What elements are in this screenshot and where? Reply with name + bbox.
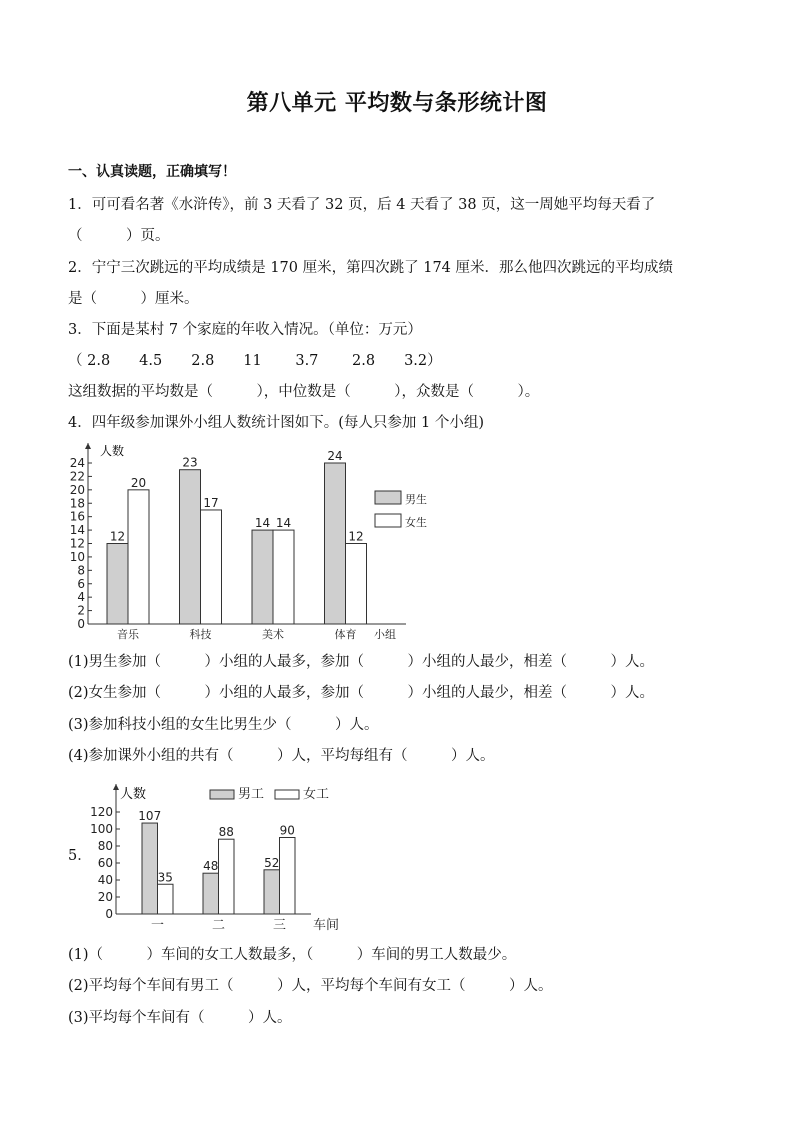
- c1-y-tick-label: 12: [69, 536, 85, 551]
- c2-bar-male: [203, 873, 219, 914]
- c2-category-label: 一: [150, 918, 165, 933]
- c2-value-label: 90: [279, 823, 295, 838]
- c2-bar-female: [280, 838, 296, 915]
- c2-bar-female: [219, 839, 235, 914]
- c1-value-label: 12: [348, 529, 364, 544]
- c1-legend-swatch: [375, 491, 401, 504]
- c2-y-tick-label: 0: [105, 907, 113, 921]
- c2-bar-male: [142, 823, 158, 914]
- chart-activity-groups: [60, 436, 460, 644]
- c2-value-label: 52: [264, 855, 280, 870]
- question-1-line-1: 1．可可看名著《水浒传》，前 3 天看了 32 页，后 4 天看了 38 页，这一周她平均每天看了: [68, 197, 656, 213]
- c2-bar-female: [158, 884, 174, 914]
- chart2-ylabel: 人数: [120, 787, 147, 802]
- c1-category-label: 体育: [334, 628, 357, 641]
- chart-workshops: [86, 780, 356, 936]
- c1-legend-label: 男生: [405, 493, 427, 506]
- c1-y-tick-label: 20: [69, 482, 85, 497]
- question-4-sub-3: (3)参加科技小组的女生比男生少（ ）人。: [68, 717, 379, 733]
- question-3-line-3: 这组数据的平均数是（ ），中位数是（ ），众数是（ ）。: [68, 384, 540, 400]
- c2-legend-label: 女工: [303, 787, 330, 802]
- c1-y-tick-label: 0: [77, 617, 85, 631]
- c1-y-tick-label: 24: [69, 456, 85, 470]
- c1-bar-male: [325, 463, 346, 624]
- question-3-data: （ 2.8 4.5 2.8 11 3.7 2.8 3.2）: [68, 353, 442, 369]
- c2-legend-label: 男工: [238, 787, 265, 802]
- c1-legend-swatch: [375, 514, 401, 527]
- c2-y-tick-label: 40: [97, 873, 113, 887]
- c2-xlabel: 车间: [313, 918, 340, 933]
- c1-bar-female: [273, 530, 294, 624]
- c2-category-label: 三: [272, 918, 287, 933]
- chart1-ylabel: 人数: [100, 444, 125, 458]
- c1-bar-male: [180, 470, 201, 624]
- page-title: 第八单元 平均数与条形统计图: [246, 90, 548, 116]
- c1-value-label: 12: [109, 529, 126, 544]
- c1-category-label: 美术: [262, 628, 284, 641]
- c1-bar-female: [201, 510, 222, 624]
- section-heading: 一、认真读题，正确填写！: [68, 164, 236, 180]
- c2-y-tick-label: 20: [97, 890, 113, 904]
- c1-y-tick-label: 14: [69, 523, 85, 538]
- c2-bar-male: [264, 870, 280, 914]
- c1-value-label: 14: [275, 516, 292, 531]
- question-5-sub-1: (1)（ ）车间的女工人数最多，（ ）车间的男工人数最少。: [68, 947, 517, 963]
- c1-y-tick-label: 6: [77, 576, 85, 591]
- c1-bar-male: [252, 530, 273, 624]
- question-5-number: 5．: [68, 848, 92, 864]
- c1-bar-male: [107, 544, 128, 625]
- c2-y-axis-arrow: [113, 784, 119, 790]
- c2-value-label: 88: [218, 825, 234, 840]
- c1-y-tick-label: 4: [77, 590, 85, 605]
- c2-value-label: 48: [203, 859, 219, 874]
- c2-legend-swatch: [210, 790, 234, 799]
- c2-y-tick-label: 60: [97, 856, 113, 870]
- c2-category-label: 二: [211, 918, 226, 933]
- c1-y-tick-label: 2: [77, 603, 85, 618]
- c1-bar-female: [128, 490, 149, 624]
- c1-category-label: 科技: [189, 628, 212, 641]
- c1-value-label: 17: [203, 495, 219, 510]
- question-5-sub-2: (2)平均每个车间有男工（ ）人，平均每个车间有女工（ ）人。: [68, 978, 553, 994]
- c2-value-label: 35: [157, 870, 173, 885]
- c1-y-axis-arrow: [85, 443, 91, 449]
- question-1-line-2: （ ）页。: [68, 228, 170, 244]
- question-4-sub-4: (4)参加课外小组的共有（ ）人，平均每组有（ ）人。: [68, 748, 495, 764]
- c2-y-tick-label: 120: [90, 805, 113, 819]
- c1-y-tick-label: 10: [69, 549, 85, 564]
- c2-y-tick-label: 100: [90, 822, 113, 836]
- question-2-line-2: 是（ ）厘米。: [68, 291, 199, 307]
- c1-y-tick-label: 16: [69, 509, 85, 524]
- c1-value-label: 14: [254, 516, 271, 531]
- question-4-sub-2: (2)女生参加（ ）小组的人最多，参加（ ）小组的人最少，相差（ ）人。: [68, 685, 655, 701]
- c1-y-tick-label: 18: [69, 496, 85, 511]
- question-4-sub-1: (1)男生参加（ ）小组的人最多，参加（ ）小组的人最少，相差（ ）人。: [68, 654, 655, 670]
- question-2-line-1: 2．宁宁三次跳远的平均成绩是 170 厘米，第四次跳了 174 厘米．那么他四次跳远的平均成绩: [68, 260, 674, 276]
- question-4-line-1: 4．四年级参加课外小组人数统计图如下。(每人只参加 1 个小组): [68, 415, 484, 431]
- c2-y-tick-label: 80: [97, 839, 113, 853]
- c2-legend-swatch: [275, 790, 299, 799]
- c1-legend-label: 女生: [405, 516, 427, 529]
- c1-xlabel: 小组: [374, 628, 396, 641]
- c1-y-tick-label: 8: [77, 563, 85, 578]
- c1-category-label: 音乐: [117, 628, 139, 641]
- c1-value-label: 24: [327, 449, 343, 463]
- question-5-sub-3: (3)平均每个车间有（ ）人。: [68, 1010, 292, 1026]
- c1-y-tick-label: 22: [69, 469, 85, 484]
- c1-value-label: 20: [130, 475, 147, 490]
- c2-value-label: 107: [138, 809, 162, 824]
- question-3-line-1: 3．下面是某村 7 个家庭的年收入情况。（单位：万元）: [68, 322, 422, 338]
- c1-bar-female: [346, 544, 367, 625]
- c1-value-label: 23: [182, 455, 198, 470]
